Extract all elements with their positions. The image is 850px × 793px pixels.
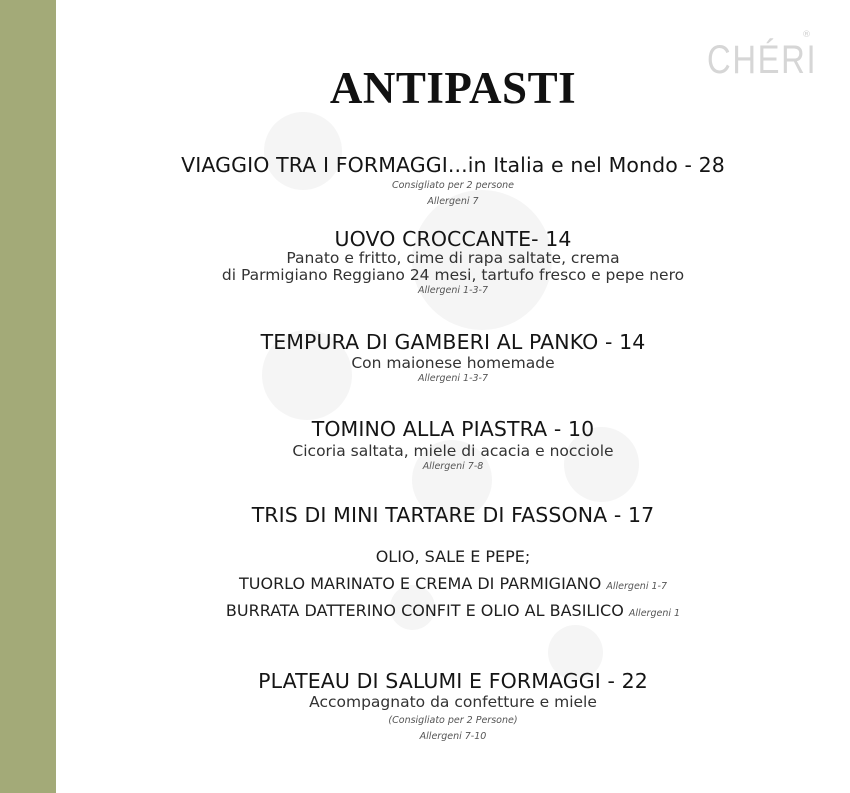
tartare-option-label: TUORLO MARINATO E CREMA DI PARMIGIANO	[238, 574, 602, 593]
menu-item-description: Accompagnato da confetture e miele	[309, 693, 597, 711]
menu-item-note: Consigliato per 2 persone	[391, 180, 514, 191]
menu-item-name: TEMPURA DI GAMBERI AL PANKO - 14	[260, 330, 646, 354]
tartare-option-label: BURRATA DATTERINO CONFIT E OLIO AL BASILICO	[225, 601, 624, 620]
menu-item-allergens: Allergeni 7	[427, 196, 479, 207]
registered-mark: ®	[802, 30, 811, 40]
tartare-option	[56, 574, 850, 593]
menu-item-name: TOMINO ALLA PIASTRA - 10	[311, 417, 595, 441]
menu-item-allergens: Allergeni 7-10	[419, 731, 487, 742]
menu-item-note: (Consigliato per 2 Persone)	[388, 715, 518, 726]
menu-item-name: UOVO CROCCANTE- 14	[334, 227, 572, 251]
tartare-option-label: OLIO, SALE E PEPE;	[375, 547, 531, 566]
menu-item-allergens: Allergeni 1-3-7	[417, 373, 489, 384]
menu-item-name: VIAGGIO TRA I FORMAGGI...in Italia e nel Mondo - 28	[181, 153, 725, 177]
tartare-option-allergens: Allergeni 1	[628, 608, 681, 619]
menu-item-description: Panato e fritto, cime di rapa saltate, crema	[286, 249, 620, 267]
section-title: ANTIPASTI	[329, 63, 577, 113]
menu-item-description: Cicoria saltata, miele di acacia e nocciole	[292, 442, 614, 460]
menu-item-allergens: Allergeni 7-8	[422, 461, 484, 472]
menu-item-description: Con maionese homemade	[351, 354, 555, 372]
brand-logo: CHÉRI	[707, 38, 818, 82]
background-circle	[264, 112, 342, 190]
tartare-option	[56, 547, 850, 566]
tartare-option	[56, 601, 850, 620]
menu-item-allergens: Allergeni 1-3-7	[417, 285, 489, 296]
tartare-option-allergens: Allergeni 1-7	[606, 581, 668, 592]
menu-item-name: PLATEAU DI SALUMI E FORMAGGI - 22	[258, 669, 648, 693]
menu-item-name: TRIS DI MINI TARTARE DI FASSONA - 17	[251, 503, 655, 527]
menu-item-description: di Parmigiano Reggiano 24 mesi, tartufo fresco e pepe nero	[221, 266, 685, 284]
sidebar-band	[0, 0, 56, 793]
